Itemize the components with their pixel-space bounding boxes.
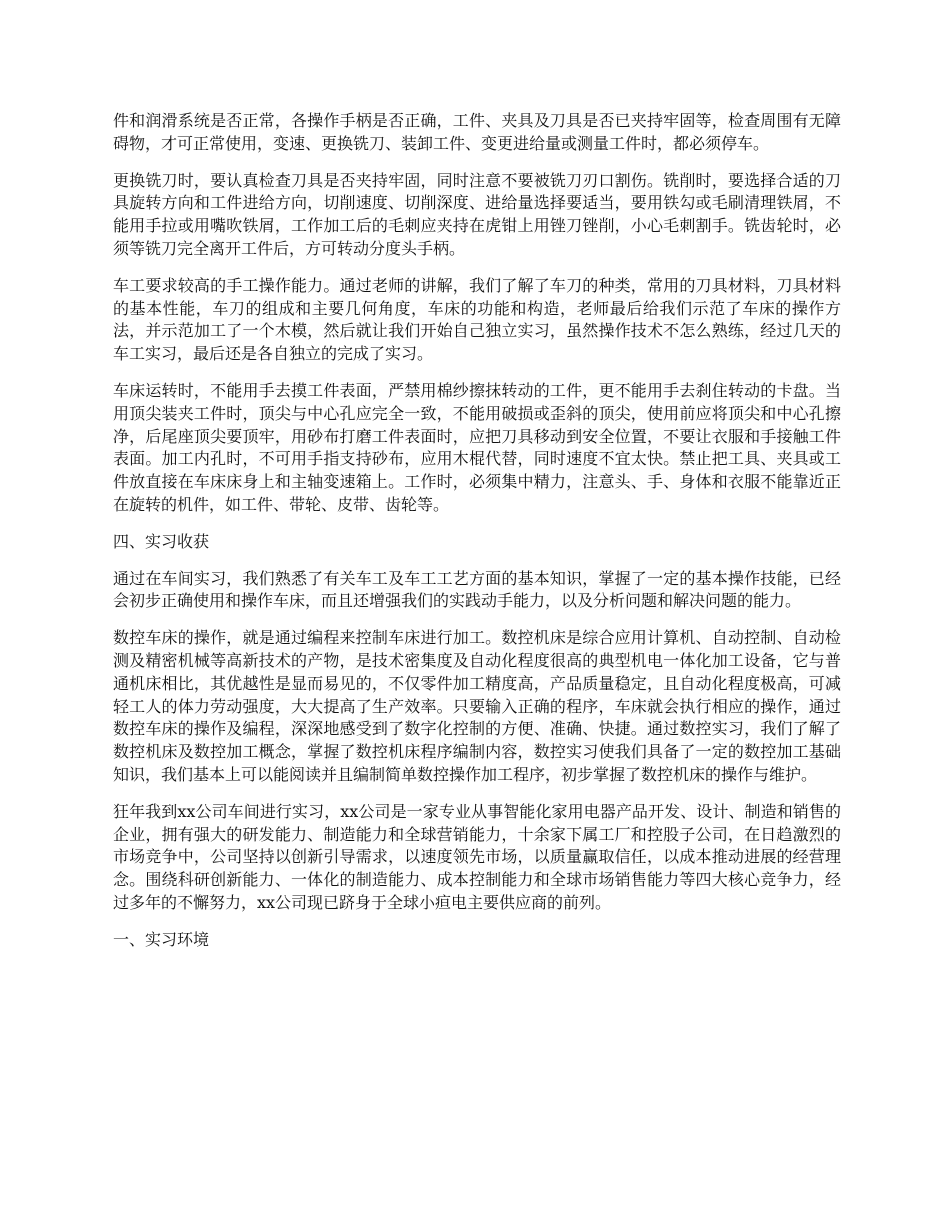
paragraph-company-intro: 狂年我到xx公司车间进行实习，xx公司是一家专业从事智能化家用电器产品开发、设计、制造和销售的企业，拥有强大的研发能力、制造能力和全球营销能力，十余家下属工厂和控股子公司，在日趋激烈的市场竞争中，公司坚持以创新引导需求，以速度领先市场，以质量赢取信任，以成本推动进展的经营理念。围绕科研创新能力、一体化的制造能力、成本控制能力和全球市场销售能力等四大核心竞争力，经过多年的不懈努力，xx公司现已跻身于全球小疸电主要供应商的前列。 [113, 801, 841, 912]
paragraph-milling-cutter-change: 更换铣刀时，要认真检查刀具是否夹持牢固，同时注意不要被铣刀刃口割伤。铣削时，要选择合适的刀具旋转方向和工件进给方向，切削速度、切削深度、进给量选择要适当，要用铁勾或毛刷清理铁屑，不能用手拉或用嘴吹铁屑，工作加工后的毛刺应夹持在虎钳上用锉刀锉削，小心毛刺割手。铣齿轮时，必须等铣刀完全离开工件后，方可转动分度头手柄。 [113, 170, 841, 258]
section-heading-internship-gains: 四、实习收获 [113, 531, 210, 551]
paragraph-turning-skills: 车工要求较高的手工操作能力。通过老师的讲解，我们了解了车刀的种类，常用的刀具材料，刀具材料的基本性能，车刀的组成和主要几何角度，车床的功能和构造，老师最后给我们示范了车床的操作方法，并示范加工了一个木模，然后就让我们开始自己独立实习，虽然操作技术不怎么熟练，经过几天的车工实习，最后还是各自独立的完成了实习。 [113, 275, 841, 364]
document-body [113, 110, 841, 966]
paragraph-workshop-gains: 通过在车间实习，我们熟悉了有关车工及车工工艺方面的基本知识，掌握了一定的基本操作技能，已经会初步正确使用和操作车床，而且还增强我们的实践动手能力，以及分析问题和解决问题的能力。 [113, 568, 841, 611]
paragraph-cnc-lathe: 数控车床的操作，就是通过编程来控制车床进行加工。数控机床是综合应用计算机、自动控制、自动检测及精密机械等高新技术的产物，是技术密集度及自动化程度很高的典型机电一体化加工设备，它与普通机床相比，其优越性是显而易见的，不仅零件加工精度高，产品质量稳定，且自动化程度极高，可减轻工人的体力劳动强度，大大提高了生产效率。只要输入正确的程序，车床就会执行相应的操作，通过数控车床的操作及编程，深深地感受到了数字化控制的方便、准确、快捷。通过数控实习，我们了解了数控机床及数控加工概念，掌握了数控机床程序编制内容，数控实习使我们具备了一定的数控加工基础知识，我们基本上可以能阅读并且编制简单数控操作加工程序，初步掌握了数控机床的操作与维护。 [113, 628, 841, 784]
paragraph-lathe-operation-safety: 车床运转时，不能用手去摸工件表面，严禁用棉纱擦抹转动的工件，更不能用手去刹住转动的卡盘。当用顶尖装夹工件时，顶尖与中心孔应完全一致，不能用破损或歪斜的顶尖，使用前应将顶尖和中心孔擦净，后尾座顶尖要顶牢，用砂布打磨工件表面时，应把刀具移动到安全位置，不要让衣服和手接触工件表面。加工内孔时，不可用手指支持砂布，应用木棍代替，同时速度不宜太快。禁止把工具、夹具或工件放直接在车床床身上和主轴变速箱上。工作时，必须集中精力，注意头、手、身体和衣服不能靠近正在旋转的机件，如工件、带轮、皮带、齿轮等。 [113, 380, 841, 514]
section-heading-internship-environment: 一、实习环境 [113, 929, 210, 949]
paragraph-lathe-safety-checks: 件和润滑系统是否正常，各操作手柄是否正确，工件、夹具及刀具是否已夹持牢固等，检查周围有无障碍物，才可正常使用，变速、更换铣刀、装卸工件、变更进给量或测量工件时，都必须停车。 [113, 111, 841, 153]
